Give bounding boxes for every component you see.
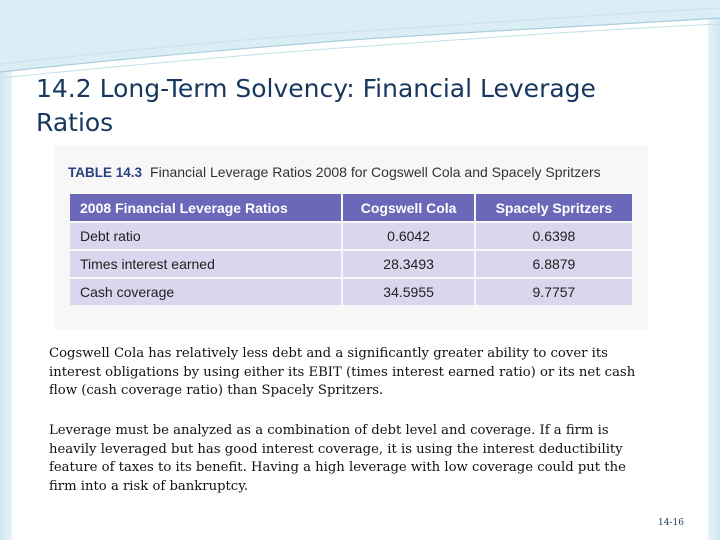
paragraph-comparison: Cogswell Cola has relatively less debt and a significantly greater ability to cover its interest obligations by using either its EBIT (times interest earned ratio) or its net cash flow (cash coverage ratio) than Spacely Spritzers. [49,346,636,399]
cell-value: 9.7757 [476,279,632,305]
paragraph-leverage: Leverage must be analyzed as a combination of debt level and coverage. If a firm is heavily leveraged but has good interest coverage, it is using the interest deductibility feature of taxes to its benefit. Having a high leverage with low coverage could put the firm into a risk of bankruptcy. [49,423,626,494]
table-row [70,279,632,305]
table-row [70,251,632,277]
table-header-row [70,194,632,221]
row-label: Times interest earned [70,251,341,277]
cell-value: 0.6398 [476,223,632,249]
slide-title: 14.2 Long-Term Solvency: Financial Leverage Ratios [36,74,596,137]
top-wave-decoration [0,0,720,80]
table-caption [68,160,601,184]
cell-value: 34.5955 [343,279,474,305]
cell-value: 6.8879 [476,251,632,277]
table-label: TABLE 14.3 [68,165,143,180]
row-label: Debt ratio [70,223,341,249]
left-border-decoration [0,0,12,540]
right-border-decoration [708,0,720,540]
row-label: Cash coverage [70,279,341,305]
page-number: 14-16 [658,518,684,528]
cell-value: 28.3493 [343,251,474,277]
header-spacely: Spacely Spritzers [476,194,632,221]
header-cogswell: Cogswell Cola [343,194,474,221]
table-caption-text: Financial Leverage Ratios 2008 for Cogswell Cola and Spacely Spritzers [150,164,601,180]
leverage-ratios-table [68,192,634,307]
cell-value: 0.6042 [343,223,474,249]
header-ratio: 2008 Financial Leverage Ratios [70,194,341,221]
table-figure [54,146,648,330]
table-row [70,223,632,249]
